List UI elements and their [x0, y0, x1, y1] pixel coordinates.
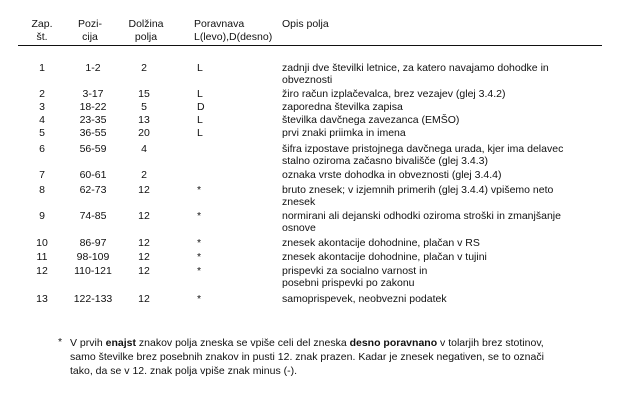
row-dolzina: 12 [138, 237, 150, 249]
row-zap: 11 [36, 251, 48, 263]
footnote [70, 336, 610, 378]
row-opis [282, 210, 602, 234]
row-dolzina: 12 [138, 184, 150, 196]
row-zap: 12 [36, 265, 48, 277]
row-opis [282, 143, 602, 167]
row-opis-line: oznaka vrste dohodka in obveznosti (glej 3.4.4) [282, 169, 502, 181]
row-poravnava: * [197, 184, 202, 196]
row-pozicija: 56-59 [79, 143, 107, 155]
footnote-line2: samo številke brez posebnih znakov in pusti 12. znak prazen. Kadar je znesek negativen, se to označi [70, 351, 544, 363]
row-dolzina: 12 [138, 265, 150, 277]
header-pozicija-line1: Pozi- [78, 18, 102, 30]
footnote-line3: tako, da se v 12. znak polja vpiše znak minus (-). [70, 365, 298, 377]
row-zap: 4 [39, 114, 45, 126]
footnote-text-2: znakov polja zneska se vpiše celi del zneska [135, 337, 350, 349]
row-opis [282, 237, 602, 249]
row-zap: 6 [39, 143, 45, 155]
row-pozicija: 110-121 [74, 265, 112, 277]
row-dolzina: 5 [141, 101, 147, 113]
row-opis-line: posebni prispevki po zakonu [282, 277, 415, 289]
header-pozicija-line2: cija [82, 31, 98, 43]
row-opis-line: obveznosti [282, 74, 333, 86]
row-poravnava: L [197, 62, 203, 74]
row-opis-line: znesek akontacije dohodnine, plačan v RS [282, 237, 480, 249]
row-zap: 1 [39, 62, 45, 74]
row-dolzina: 2 [141, 169, 147, 181]
row-opis-line: šifra izpostave pristojnega davčnega urada, kjer ima delavec [282, 143, 564, 155]
row-opis-line: številka davčnega zavezanca (EMŠO) [282, 114, 460, 126]
footnote-marker: * [58, 336, 63, 348]
row-dolzina: 12 [138, 293, 150, 305]
row-opis-line: bruto znesek; v izjemnih primerih (glej 3.4.4) vpišemo neto [282, 184, 554, 196]
row-zap: 9 [39, 210, 45, 222]
footnote-line1 [70, 336, 610, 350]
footnote-text-1: V prvih [70, 337, 106, 349]
header-opis: Opis polja [282, 18, 329, 30]
row-poravnava: * [197, 265, 202, 277]
row-poravnava: * [197, 293, 202, 305]
row-opis-line: samoprispevek, neobvezni podatek [282, 293, 447, 305]
row-poravnava: * [197, 251, 202, 263]
footnote-bold-1: enajst [105, 337, 136, 349]
row-poravnava: L [197, 88, 203, 100]
row-opis-line: prvi znaki priimka in imena [282, 127, 406, 139]
row-opis [282, 114, 602, 126]
row-pozicija: 3-17 [82, 88, 104, 100]
header-dolzina [118, 18, 174, 44]
row-poravnava: L [197, 114, 203, 126]
row-dolzina: 4 [141, 143, 147, 155]
row-opis [282, 169, 602, 181]
row-pozicija: 23-35 [79, 114, 107, 126]
row-opis-line: stalno oziroma začasno bivališče (glej 3.4.3) [282, 155, 489, 167]
header-rule [18, 45, 602, 46]
row-pozicija: 98-109 [76, 251, 110, 263]
row-pozicija: 60-61 [79, 169, 107, 181]
footnote-bold-2: desno poravnano [349, 337, 438, 349]
row-poravnava: * [197, 210, 202, 222]
row-opis-line: zadnji dve številki letnice, za katero navajamo dohodke in [282, 62, 549, 74]
row-pozicija: 18-22 [79, 101, 107, 113]
row-opis-line: osnove [282, 222, 316, 234]
row-opis [282, 184, 602, 208]
row-zap: 13 [36, 293, 48, 305]
row-opis-line: žiro račun izplačevalca, brez vezajev (glej 3.4.2) [282, 88, 506, 100]
row-pozicija: 122-133 [73, 293, 113, 305]
row-dolzina: 15 [138, 88, 150, 100]
row-opis [282, 127, 602, 139]
row-dolzina: 13 [138, 114, 150, 126]
row-opis [282, 88, 602, 100]
row-opis [282, 101, 602, 113]
row-opis [282, 265, 602, 289]
row-dolzina: 20 [138, 127, 150, 139]
header-dolzina-line2: polja [134, 31, 158, 43]
row-opis-line: znesek [282, 196, 316, 208]
row-pozicija: 86-97 [79, 237, 107, 249]
row-dolzina: 12 [138, 251, 150, 263]
row-zap: 2 [39, 88, 45, 100]
row-pozicija: 36-55 [79, 127, 107, 139]
row-pozicija: 74-85 [79, 210, 107, 222]
header-pozicija [68, 18, 112, 44]
row-pozicija: 62-73 [79, 184, 107, 196]
header-zap-line1: Zap. [31, 18, 53, 30]
row-opis [282, 251, 602, 263]
header-zap-line2: št. [36, 31, 48, 43]
row-zap: 3 [39, 101, 45, 113]
header-poravnava-line1: Poravnava [194, 18, 245, 30]
row-zap: 5 [39, 127, 45, 139]
row-zap: 8 [39, 184, 45, 196]
row-poravnava: L [197, 127, 203, 139]
row-opis-line: znesek akontacije dohodnine, plačan v tujini [282, 251, 487, 263]
row-opis [282, 62, 602, 86]
row-opis-line: zaporedna številka zapisa [282, 101, 403, 113]
header-poravnava-line2: L(levo),D(desno) [194, 31, 273, 43]
row-opis-line: normirani ali dejanski odhodki oziroma stroški in zmanjšanje [282, 210, 561, 222]
header-poravnava [194, 18, 272, 44]
row-pozicija: 1-2 [85, 62, 101, 74]
header-zap [24, 18, 60, 44]
header-dolzina-line1: Dolžina [128, 18, 164, 30]
row-poravnava: D [197, 101, 205, 113]
row-opis [282, 293, 602, 305]
row-dolzina: 12 [138, 210, 150, 222]
row-zap: 7 [39, 169, 45, 181]
row-zap: 10 [36, 237, 48, 249]
row-opis-line: prispevki za socialno varnost in [282, 265, 428, 277]
row-poravnava: * [197, 237, 202, 249]
row-dolzina: 2 [141, 62, 147, 74]
footnote-text-3: v tolarjih brez stotinov, [437, 337, 544, 349]
